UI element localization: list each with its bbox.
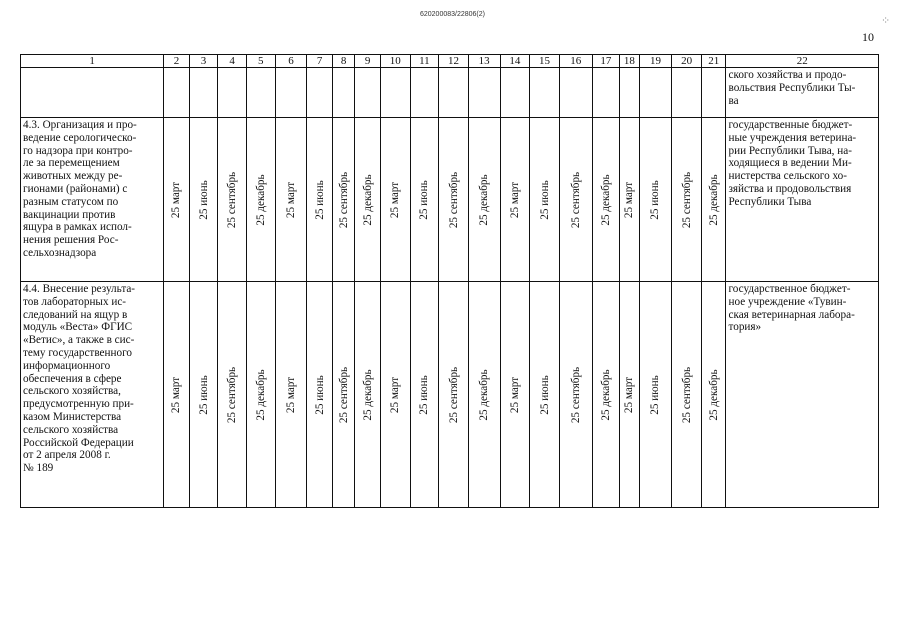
deadline-date: 25 сентябрь [569,171,582,228]
deadline-date: 25 декабрь [478,173,491,226]
deadline-cell [307,118,333,282]
column-number-21: 21 [701,55,726,68]
deadline-date: 25 июнь [313,179,326,220]
deadline-cell [439,118,469,282]
deadline-date: 25 март [389,376,402,413]
deadline-date: 25 сентябрь [447,171,460,228]
deadline-cell [410,118,439,282]
deadline-cell [468,282,500,508]
deadline-cell [468,68,500,118]
measure-description: 4.3. Организация и про- ведение серологическо- го надзора при контро- ле за перемещением животных между ре- гионами (районами) с разным статусом по вакцинации против ящура в рамках испол- нения решения Рос- сельхознадзора [21,118,164,282]
deadline-cell [639,68,672,118]
deadline-cell [218,282,247,508]
deadline-date: 25 март [508,181,521,218]
deadline-date: 25 сентябрь [680,366,693,423]
deadline-cell [592,282,620,508]
column-number-15: 15 [530,55,560,68]
deadline-date: 25 сентябрь [569,366,582,423]
deadline-date: 25 сентябрь [337,366,350,423]
measure-description [21,68,164,118]
responsible-executor: ского хозяйства и продо- вольствия Республики Ты- ва [726,68,879,118]
column-number-4: 4 [218,55,247,68]
deadline-date: 25 июнь [649,179,662,220]
deadline-cell [332,68,354,118]
deadline-cell [355,282,381,508]
deadline-cell [701,282,726,508]
document-registration-number: 620200083/22806(2) [419,11,485,18]
column-number-17: 17 [592,55,620,68]
deadline-cell [530,118,560,282]
deadline-date: 25 декабрь [707,173,720,226]
deadline-date: 25 декабрь [254,368,267,421]
deadline-cell [275,118,307,282]
scan-mark-icon: ⁘ [881,14,891,27]
column-number-2: 2 [164,55,190,68]
deadline-cell [559,282,592,508]
column-number-row [21,55,879,68]
column-number-7: 7 [307,55,333,68]
deadline-date: 25 декабрь [599,173,612,226]
deadline-cell [332,118,354,282]
deadline-date: 25 июнь [313,374,326,415]
deadline-date: 25 сентябрь [337,171,350,228]
deadline-cell [639,282,672,508]
deadline-cell [672,68,702,118]
deadline-cell [672,282,702,508]
deadline-cell [592,118,620,282]
deadline-date: 25 июнь [538,179,551,220]
column-number-14: 14 [500,55,530,68]
deadline-date: 25 март [623,376,636,413]
deadline-cell [246,118,275,282]
deadline-date: 25 сентябрь [226,366,239,423]
deadline-cell [189,68,218,118]
deadline-cell [410,68,439,118]
responsible-executor: государственное бюджет- ное учреждение «Тувин- ская ветеринарная лабора- тория» [726,282,879,508]
deadline-cell [439,68,469,118]
deadline-cell [701,68,726,118]
deadline-cell [380,68,410,118]
deadline-cell [275,68,307,118]
column-number-11: 11 [410,55,439,68]
column-number-22: 22 [726,55,879,68]
deadline-cell [468,118,500,282]
column-number-18: 18 [620,55,639,68]
column-number-12: 12 [439,55,469,68]
deadline-cell [189,118,218,282]
deadline-date: 25 декабрь [254,173,267,226]
deadline-cell [639,118,672,282]
column-number-1: 1 [21,55,164,68]
deadline-cell [246,282,275,508]
column-number-6: 6 [275,55,307,68]
schedule-table [20,54,879,508]
deadline-cell [164,282,190,508]
deadline-cell [620,68,639,118]
deadline-cell [672,118,702,282]
deadline-cell [275,282,307,508]
table-row [21,118,879,282]
deadline-date: 25 декабрь [361,173,374,226]
column-number-8: 8 [332,55,354,68]
responsible-executor: государственные бюджет- ные учреждения ветерина- рии Республики Тыва, на- ходящиеся в ведении Ми- нистерства сельского хо- зяйства и продовольствия Республики Тыва [726,118,879,282]
deadline-cell [530,282,560,508]
deadline-date: 25 март [508,376,521,413]
deadline-cell [246,68,275,118]
deadline-date: 25 сентябрь [680,171,693,228]
deadline-cell [592,68,620,118]
deadline-cell [620,118,639,282]
deadline-date: 25 декабрь [478,368,491,421]
column-number-16: 16 [559,55,592,68]
deadline-date: 25 март [170,181,183,218]
deadline-cell [500,118,530,282]
deadline-date: 25 декабрь [599,368,612,421]
deadline-cell [355,118,381,282]
column-number-5: 5 [246,55,275,68]
column-number-10: 10 [380,55,410,68]
deadline-date: 25 сентябрь [447,366,460,423]
deadline-cell [189,282,218,508]
deadline-cell [559,118,592,282]
deadline-date: 25 июнь [197,374,210,415]
deadline-date: 25 июнь [538,374,551,415]
column-number-20: 20 [672,55,702,68]
deadline-cell [701,118,726,282]
deadline-cell [218,68,247,118]
deadline-cell [332,282,354,508]
deadline-cell [380,282,410,508]
deadline-cell [620,282,639,508]
column-number-3: 3 [189,55,218,68]
deadline-cell [164,118,190,282]
deadline-cell [218,118,247,282]
deadline-cell [307,282,333,508]
deadline-cell [380,118,410,282]
measure-description: 4.4. Внесение результа- тов лабораторных ис- следований на ящур в модуль «Веста» ФГИС «Ветис», а также в сис- тему государственного информационного обеспечения в сфере сельского хозяйства, предусмотренную при- казом Министерства сельского хозяйства Российской Федерации от 2 апреля 2008 г. № 189 [21,282,164,508]
page-number: 10 [862,30,874,44]
deadline-date: 25 июнь [418,179,431,220]
deadline-cell [355,68,381,118]
deadline-cell [559,68,592,118]
deadline-cell [439,282,469,508]
table-row [21,68,879,118]
deadline-date: 25 июнь [649,374,662,415]
deadline-date: 25 март [623,181,636,218]
column-number-9: 9 [355,55,381,68]
column-number-13: 13 [468,55,500,68]
deadline-date: 25 март [284,181,297,218]
deadline-cell [500,68,530,118]
deadline-date: 25 декабрь [707,368,720,421]
deadline-date: 25 июнь [197,179,210,220]
deadline-cell [307,68,333,118]
deadline-cell [164,68,190,118]
deadline-date: 25 декабрь [361,368,374,421]
deadline-date: 25 июнь [418,374,431,415]
column-number-19: 19 [639,55,672,68]
deadline-date: 25 март [284,376,297,413]
deadline-cell [410,282,439,508]
deadline-date: 25 март [389,181,402,218]
deadline-date: 25 март [170,376,183,413]
deadline-date: 25 сентябрь [226,171,239,228]
deadline-cell [500,282,530,508]
deadline-cell [530,68,560,118]
table-row [21,282,879,508]
